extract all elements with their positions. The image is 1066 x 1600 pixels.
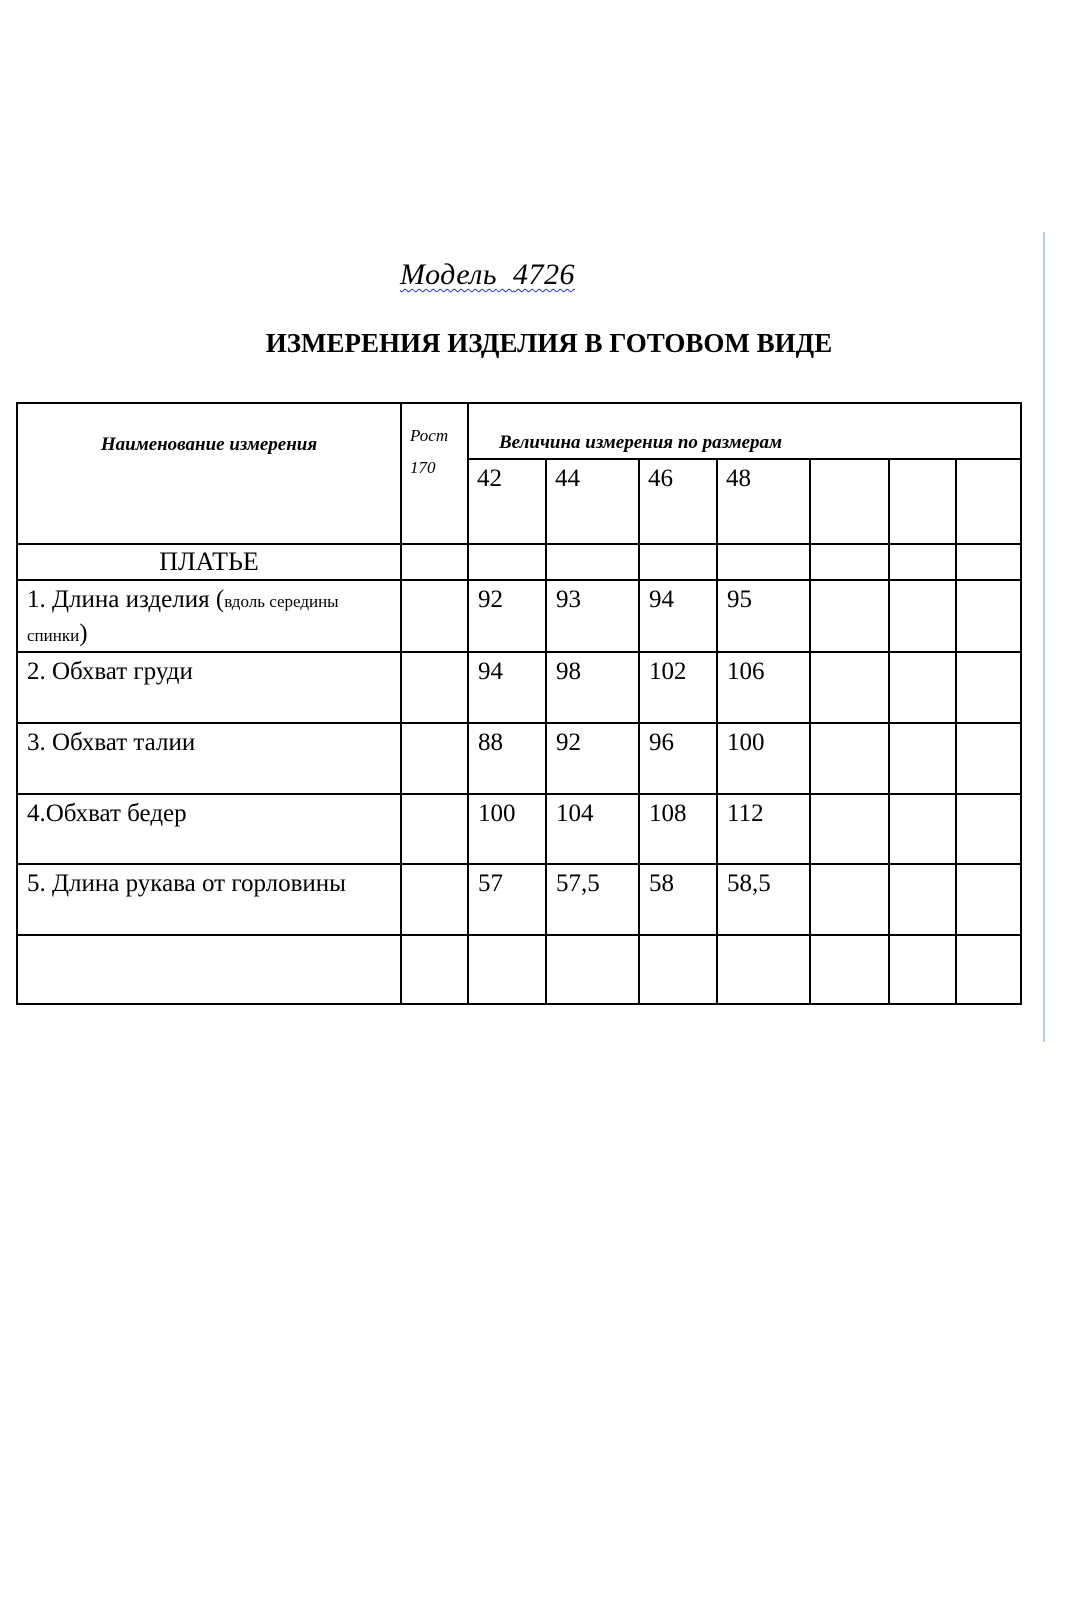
value-cell: 57: [468, 864, 546, 935]
table-row: [17, 794, 1021, 864]
size-cell: 42: [468, 459, 546, 544]
measurement-name: 4.Обхват бедер: [17, 794, 401, 864]
rost-cell: [401, 864, 468, 935]
table-cell: [717, 544, 810, 580]
value-cell: 102: [639, 652, 717, 723]
table-cell: [468, 544, 546, 580]
table-cell: [956, 864, 1021, 935]
table-cell: [810, 794, 889, 864]
value-cell: 94: [468, 652, 546, 723]
value-cell: 108: [639, 794, 717, 864]
table-row: [17, 723, 1021, 794]
table-cell: [956, 652, 1021, 723]
rost-cell: [401, 580, 468, 652]
table-cell: [889, 794, 956, 864]
size-cell: [956, 459, 1021, 544]
table-row: [17, 652, 1021, 723]
value-cell: 100: [468, 794, 546, 864]
size-cell: 44: [546, 459, 639, 544]
size-cell: 48: [717, 459, 810, 544]
value-cell: 100: [717, 723, 810, 794]
value-cell: 95: [717, 580, 810, 652]
table-cell: [956, 580, 1021, 652]
table-cell: [810, 580, 889, 652]
size-cell: 46: [639, 459, 717, 544]
table-cell: [889, 652, 956, 723]
table-cell: [956, 544, 1021, 580]
value-cell: 98: [546, 652, 639, 723]
table-cell: [810, 652, 889, 723]
table-header-row: [17, 403, 1021, 459]
value-cell: 112: [717, 794, 810, 864]
table-cell: [810, 544, 889, 580]
table-cell: [401, 935, 468, 1004]
table-cell: [956, 723, 1021, 794]
table-cell: [17, 935, 401, 1004]
model-number: 4726: [513, 258, 576, 291]
empty-row: [17, 935, 1021, 1004]
rost-cell: [401, 723, 468, 794]
table-cell: [810, 935, 889, 1004]
value-cell: 58: [639, 864, 717, 935]
rost-cell: [401, 652, 468, 723]
table-cell: [810, 723, 889, 794]
table-cell: [639, 544, 717, 580]
value-cell: 104: [546, 794, 639, 864]
table-cell: [956, 794, 1021, 864]
value-cell: 96: [639, 723, 717, 794]
table-cell: [401, 544, 468, 580]
table-cell: [468, 935, 546, 1004]
value-cell: 57,5: [546, 864, 639, 935]
measurement-name: 3. Обхват талии: [17, 723, 401, 794]
table-cell: [956, 935, 1021, 1004]
measurements-table: [16, 402, 1022, 1005]
table-cell: [889, 544, 956, 580]
header-rost-label: Рост: [410, 426, 449, 445]
value-cell: 94: [639, 580, 717, 652]
section-row: [17, 544, 1021, 580]
table-cell: [810, 864, 889, 935]
size-cell: [889, 459, 956, 544]
table-row: [17, 864, 1021, 935]
header-rost: [401, 403, 468, 544]
document-title: ИЗМЕРЕНИЯ ИЗДЕЛИЯ В ГОТОВОМ ВИДЕ: [265, 328, 833, 358]
value-cell: 106: [717, 652, 810, 723]
measurement-note: вдоль середины спинки: [27, 592, 339, 645]
section-label: ПЛАТЬЕ: [17, 544, 401, 580]
measurement-name: 2. Обхват груди: [17, 652, 401, 723]
table-cell: [639, 935, 717, 1004]
value-cell: 93: [546, 580, 639, 652]
model-word: Модель: [400, 258, 498, 291]
size-cell: [810, 459, 889, 544]
value-cell: 92: [546, 723, 639, 794]
table-cell: [889, 935, 956, 1004]
header-rost-value: 170: [410, 458, 436, 478]
value-cell: 58,5: [717, 864, 810, 935]
header-measurement-name: Наименование измерения: [17, 403, 401, 544]
model-title: [400, 258, 575, 292]
rost-cell: [401, 794, 468, 864]
header-size-values: Величина измерения по размерам: [468, 403, 1021, 459]
measurement-name: 1. Длина изделия (вдоль середины спинки): [17, 580, 401, 652]
value-cell: 88: [468, 723, 546, 794]
value-cell: 92: [468, 580, 546, 652]
table-cell: [546, 935, 639, 1004]
table-cell: [717, 935, 810, 1004]
table-row: [17, 580, 1021, 652]
measurement-name: 5. Длина рукава от горловины: [17, 864, 401, 935]
table-cell: [889, 864, 956, 935]
table-cell: [889, 580, 956, 652]
table-cell: [546, 544, 639, 580]
table-cell: [889, 723, 956, 794]
